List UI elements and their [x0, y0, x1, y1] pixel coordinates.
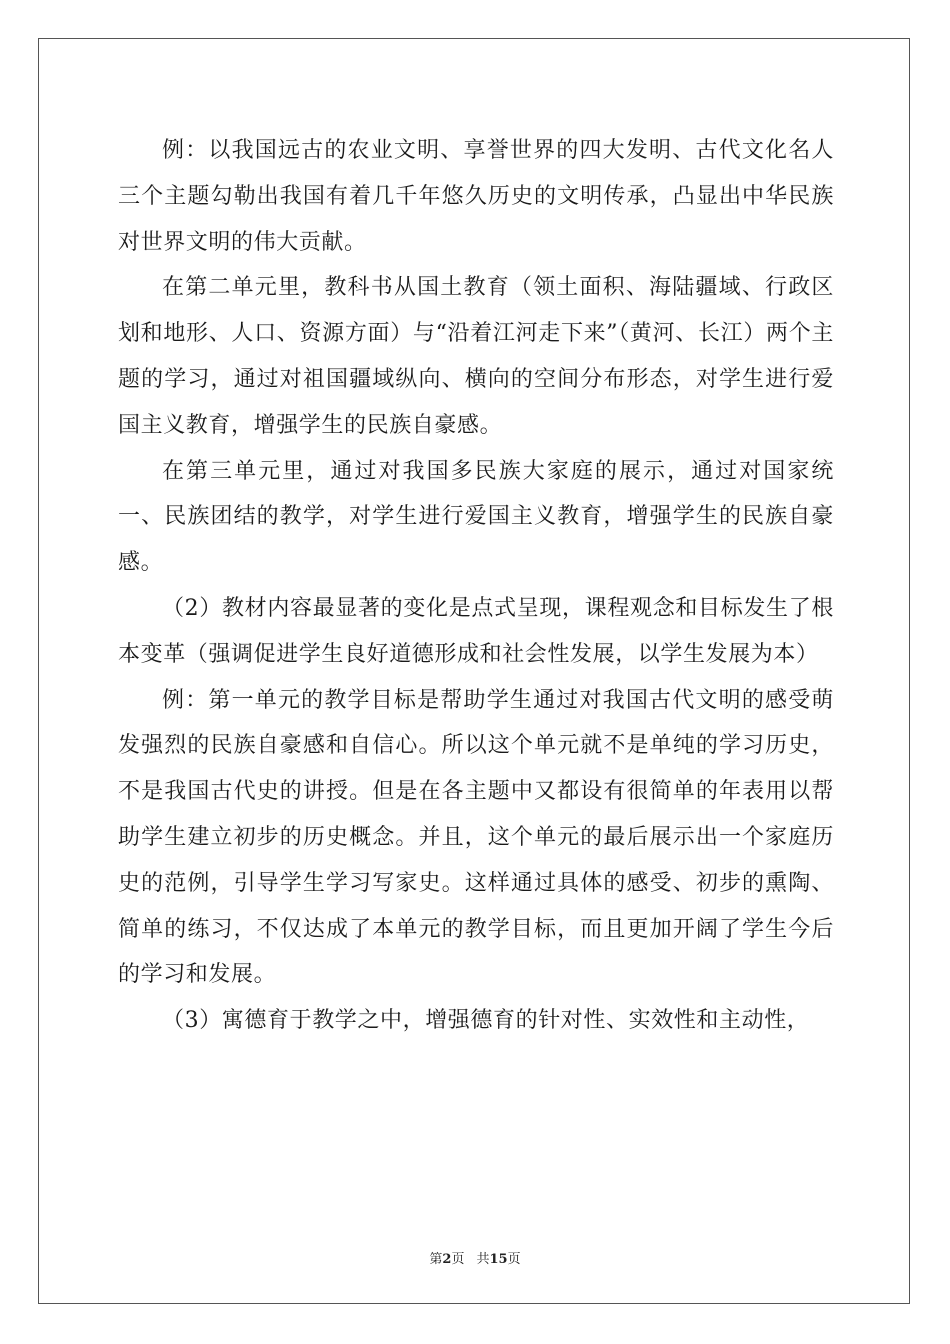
paragraph-1: 例：以我国远古的农业文明、享誉世界的四大发明、古代文化名人三个主题勾勒出我国有着几千年悠久历史的文明传承，凸显出中华民族对世界文明的伟大贡献。: [118, 138, 834, 255]
paragraph-2: 在第二单元里，教科书从国土教育（领土面积、海陆疆域、行政区划和地形、人口、资源方面）与“沿着江河走下来”（黄河、长江）两个主题的学习，通过对祖国疆域纵向、横向的空间分布形态，对学生进行爱国主义教育，增强学生的民族自豪感。: [118, 275, 834, 438]
paragraph-3: 在第三单元里，通过对我国多民族大家庭的展示，通过对国家统一、民族团结的教学，对学生进行爱国主义教育，增强学生的民族自豪感。: [118, 458, 834, 576]
page-suffix: 页: [451, 1252, 465, 1267]
document-body: [118, 128, 834, 1044]
page-prefix: 第: [429, 1252, 443, 1267]
paragraph-6: （3）寓德育于教学之中，增强德育的针对性、实效性和主动性，: [162, 1008, 810, 1034]
total-pages: 15: [489, 1252, 508, 1267]
paragraph-5: 例：第一单元的教学目标是帮助学生通过对我国古代文明的感受萌发强烈的民族自豪感和自信心。所以这个单元就不是单纯的学习历史，不是我国古代史的讲授。但是在各主题中又都设有很简单的年表用以帮助学生建立初步的历史概念。并且，这个单元的最后展示出一个家庭历史的范例，引导学生学习写家史。这样通过具体的感受、初步的熏陶、简单的练习，不仅达成了本单元的教学目标，而且更加开阔了学生今后的学习和发展。: [118, 687, 834, 988]
page-footer: [0, 1248, 950, 1267]
total-suffix: 页: [507, 1252, 521, 1267]
paragraph-4: （2）教材内容最显著的变化是点式呈现，课程观念和目标发生了根本变革（强调促进学生良好道德形成和社会性发展，以学生发展为本）: [118, 595, 834, 667]
total-prefix: 共: [476, 1252, 490, 1267]
page-number: 2: [442, 1252, 452, 1267]
